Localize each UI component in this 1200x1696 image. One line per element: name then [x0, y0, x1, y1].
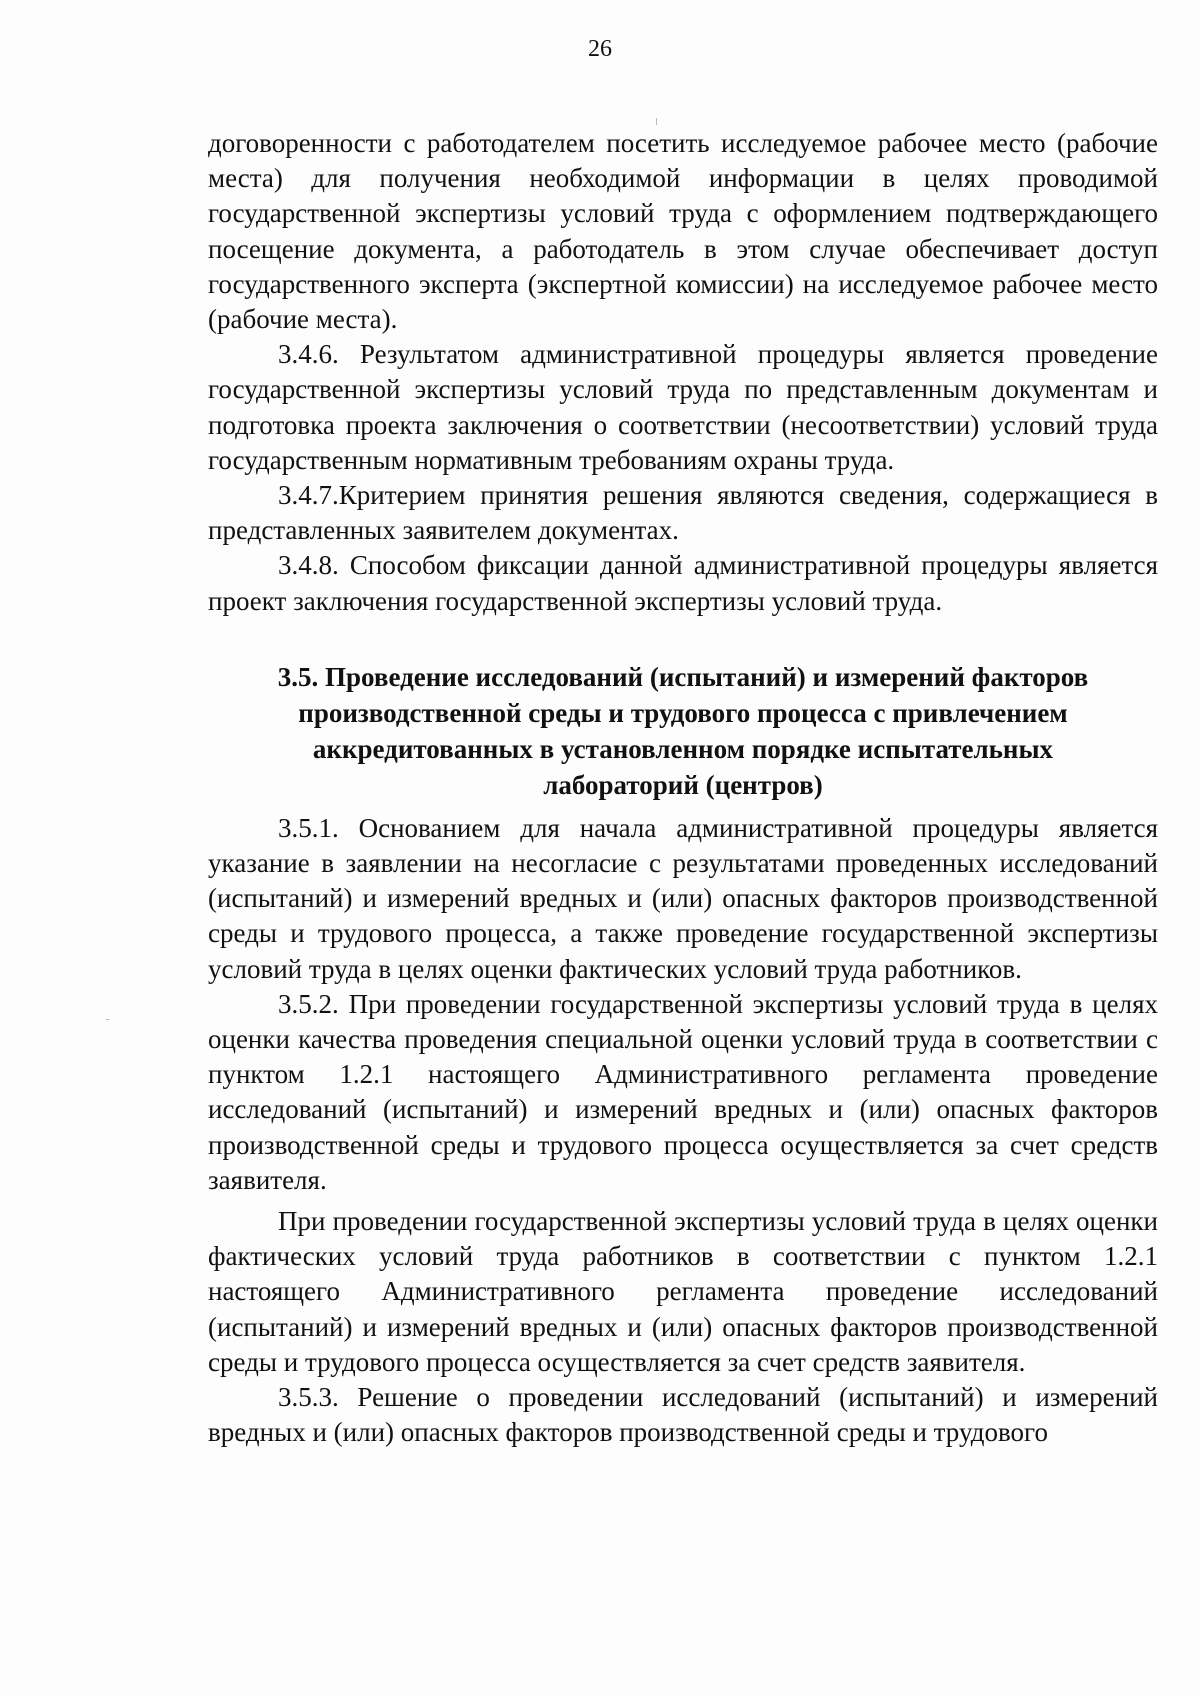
page-number: 26	[588, 36, 612, 62]
document-body	[208, 126, 1158, 1451]
section-heading-3-5: 3.5. Проведение исследований (испытаний) и измерений факторов производственной среды и трудового процесса с привлечением аккредитованных в установленном порядке испытательных лабораторий (центров)	[277, 661, 1089, 800]
paragraph-3-5-2-continued: При проведении государственной экспертизы условий труда в целях оценки фактических условий труда работников в соответствии с пунктом 1.2.1 настоящего Административного регламента проведение исследований (испытаний) и измерений вредных и (или) опасных факторов производственной среды и трудового процесса осуществляется за счет средств заявителя.	[208, 1206, 1158, 1377]
paragraph-3-5-2: 3.5.2. При проведении государственной экспертизы условий труда в целях оценки качества проведения специальной оценки условий труда в соответствии с пунктом 1.2.1 настоящего Административного регламента проведение исследований (испытаний) и измерений вредных и (или) опасных факторов производственной среды и трудового процесса осуществляется за счет средств заявителя.	[208, 988, 1158, 1195]
paragraph-3-4-7: 3.4.7.Критерием принятия решения являются сведения, содержащиеся в представленных заявителем документах.	[208, 480, 1158, 546]
paragraph-3-4-6: 3.4.6. Результатом административной процедуры является проведение государственной экспертизы условий труда по представленным документам и подготовка проекта заключения о соответствии (несоответствии) условий труда государственным нормативным требованиям охраны труда.	[208, 339, 1158, 475]
paragraph-3-4-8: 3.4.8. Способом фиксации данной административной процедуры является проект заключения государственной экспертизы условий труда.	[208, 550, 1158, 616]
paragraph-continuation: договоренности с работодателем посетить исследуемое рабочее место (рабочие места) для получения необходимой информации в целях проводимой государственной экспертизы условий труда с оформлением подтверждающего посещение документа, а работодатель в этом случае обеспечивает доступ государственного эксперта (экспертной комиссии) на исследуемое рабочее место (рабочие места).	[208, 128, 1158, 335]
scan-mark-left	[106, 1019, 109, 1020]
paragraph-3-5-3: 3.5.3. Решение о проведении исследований (испытаний) и измерений вредных и (или) опасных факторов производственной среды и трудового	[208, 1382, 1158, 1448]
scan-mark-top	[656, 118, 657, 125]
paragraph-3-5-1: 3.5.1. Основанием для начала административной процедуры является указание в заявлении на несогласие с результатами проведенных исследований (испытаний) и измерений вредных и (или) опасных факторов производственной среды и трудового процесса, а также проведение государственной экспертизы условий труда в целях оценки фактических условий труда работников.	[208, 812, 1158, 984]
